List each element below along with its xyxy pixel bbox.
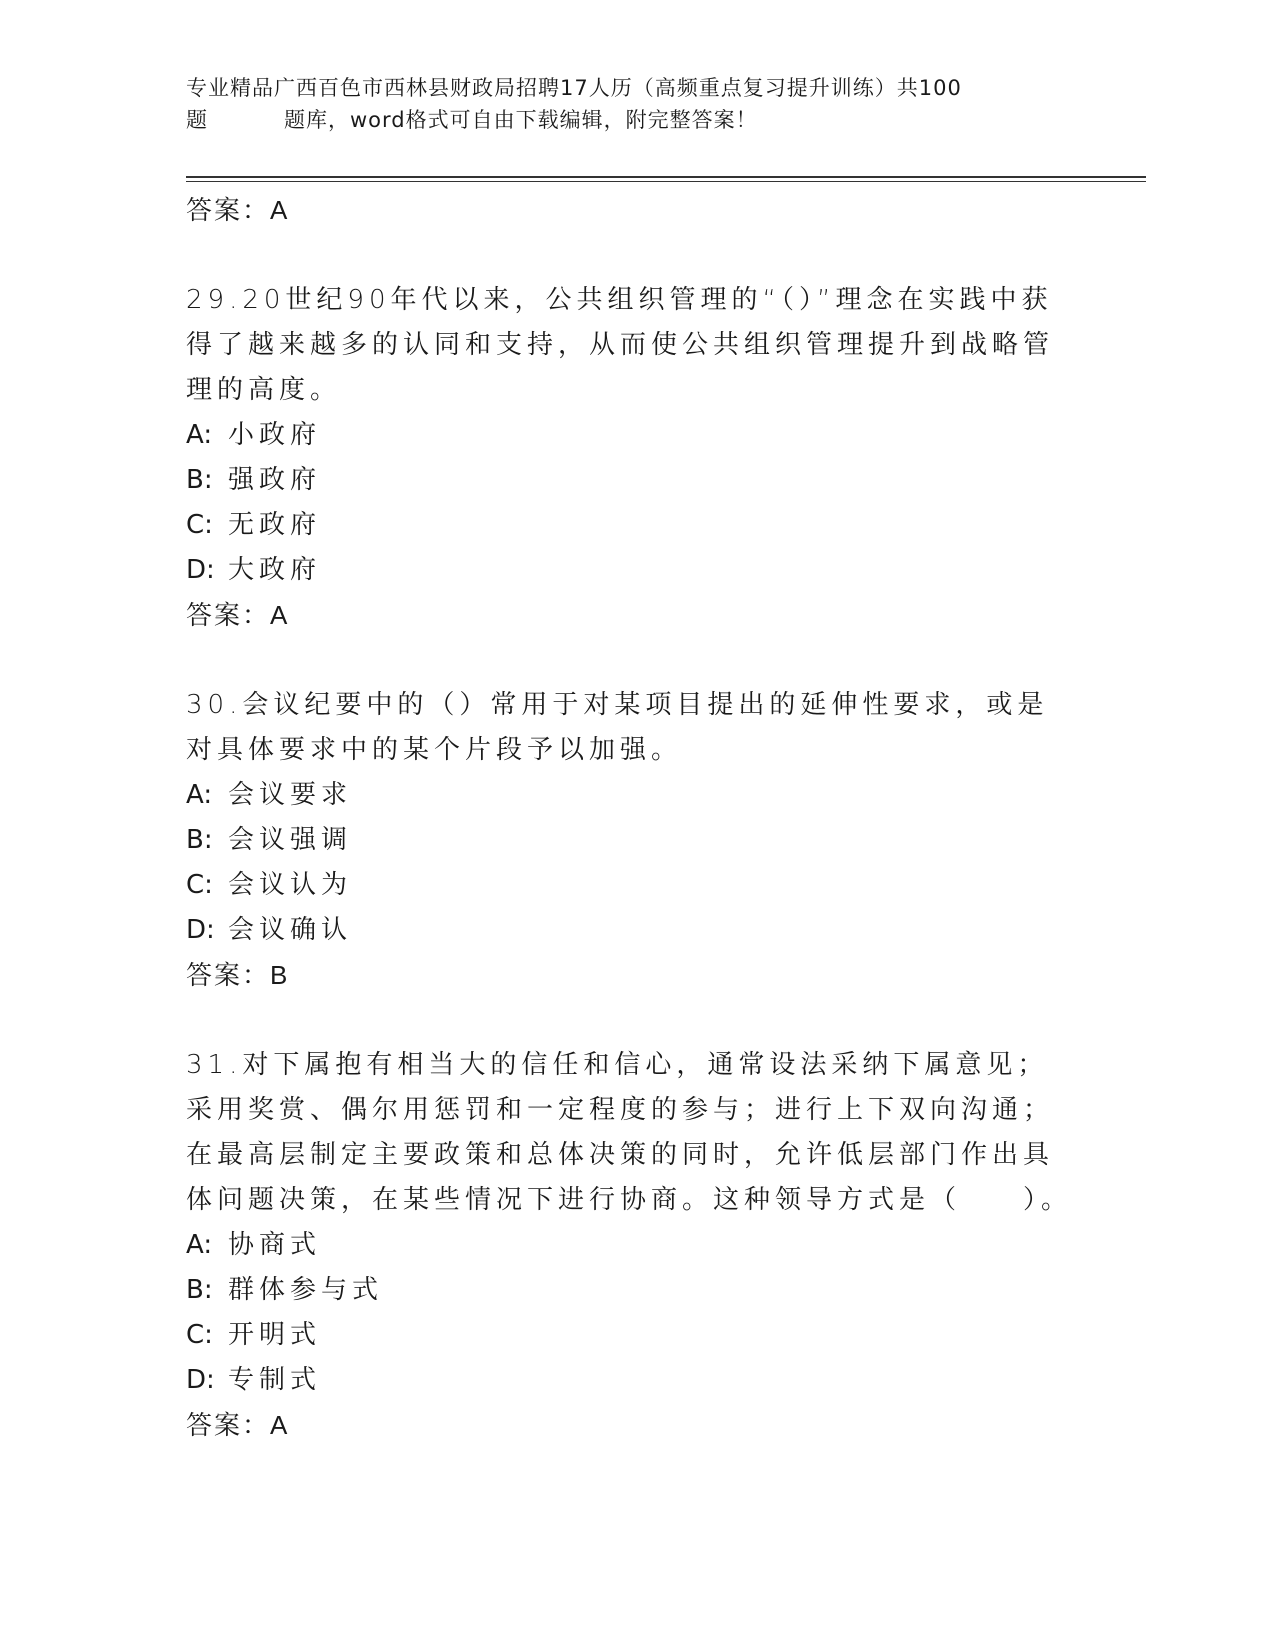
option-a: [186, 413, 1076, 458]
document-header: [186, 72, 1086, 136]
option-text: 协商式: [228, 1230, 322, 1260]
option-text: 强政府: [228, 465, 322, 495]
option-letter: A:: [186, 420, 213, 450]
option-text: 会议确认: [228, 915, 353, 945]
header-subtitle: 题库，word格式可自由下载编辑，附完整答案！: [284, 108, 758, 132]
question-list: [186, 188, 1076, 1447]
header-title-line2: [186, 104, 1086, 136]
option-letter: A:: [186, 1230, 213, 1260]
option-c: [186, 1313, 1076, 1358]
option-letter: C:: [186, 1320, 213, 1350]
header-divider-thin: [186, 181, 1146, 182]
question-block: [186, 278, 1076, 637]
question-block: [186, 1043, 1076, 1447]
question-text: 30.会议纪要中的（）常用于对某项目提出的延伸性要求，或是对具体要求中的某个片段予以加强。: [186, 690, 1049, 765]
option-text: 大政府: [228, 555, 322, 585]
header-divider-thick: [186, 176, 1146, 178]
answer-line: 答案：A: [186, 600, 290, 630]
option-letter: B:: [186, 1275, 213, 1305]
option-text: 无政府: [228, 510, 322, 540]
option-text: 会议认为: [228, 870, 353, 900]
answer-line: 答案：A: [186, 195, 290, 225]
option-letter: C:: [186, 510, 213, 540]
option-text: 群体参与式: [228, 1275, 384, 1305]
option-letter: A:: [186, 780, 213, 810]
option-letter: B:: [186, 825, 213, 855]
option-letter: B:: [186, 465, 213, 495]
option-c: [186, 503, 1076, 548]
answer-line: 答案：B: [186, 960, 290, 990]
option-d: [186, 548, 1076, 593]
question-text: 31.对下属抱有相当大的信任和信心，通常设法采纳下属意见；采用奖赏、偶尔用惩罚和一定程度的参与；进行上下双向沟通；在最高层制定主要政策和总体决策的同时，允许低层部门作出具体问题决策，在某些情况下进行协商。这种领导方式是（ ）。: [186, 1050, 1073, 1215]
option-text: 小政府: [228, 420, 322, 450]
header-title-fragment: 题: [186, 108, 208, 132]
option-b: [186, 818, 1076, 863]
option-letter: D:: [186, 1365, 215, 1395]
option-a: [186, 1223, 1076, 1268]
option-c: [186, 863, 1076, 908]
option-text: 会议强调: [228, 825, 353, 855]
option-a: [186, 773, 1076, 818]
option-letter: D:: [186, 915, 215, 945]
question-block: [186, 683, 1076, 997]
answer-line: 答案：A: [186, 1410, 290, 1440]
option-text: 会议要求: [228, 780, 353, 810]
option-letter: D:: [186, 555, 215, 585]
option-text: 专制式: [228, 1365, 322, 1395]
option-d: [186, 908, 1076, 953]
question-text: 29.20世纪90年代以来，公共组织管理的“（）”理念在实践中获得了越来越多的认同和支持，从而使公共组织管理提升到战略管理的高度。: [186, 285, 1055, 405]
option-d: [186, 1358, 1076, 1403]
option-letter: C:: [186, 870, 213, 900]
option-b: [186, 458, 1076, 503]
option-text: 开明式: [228, 1320, 322, 1350]
header-title-line1: 专业精品广西百色市西林县财政局招聘17人历（高频重点复习提升训练）共100: [186, 76, 962, 100]
option-b: [186, 1268, 1076, 1313]
